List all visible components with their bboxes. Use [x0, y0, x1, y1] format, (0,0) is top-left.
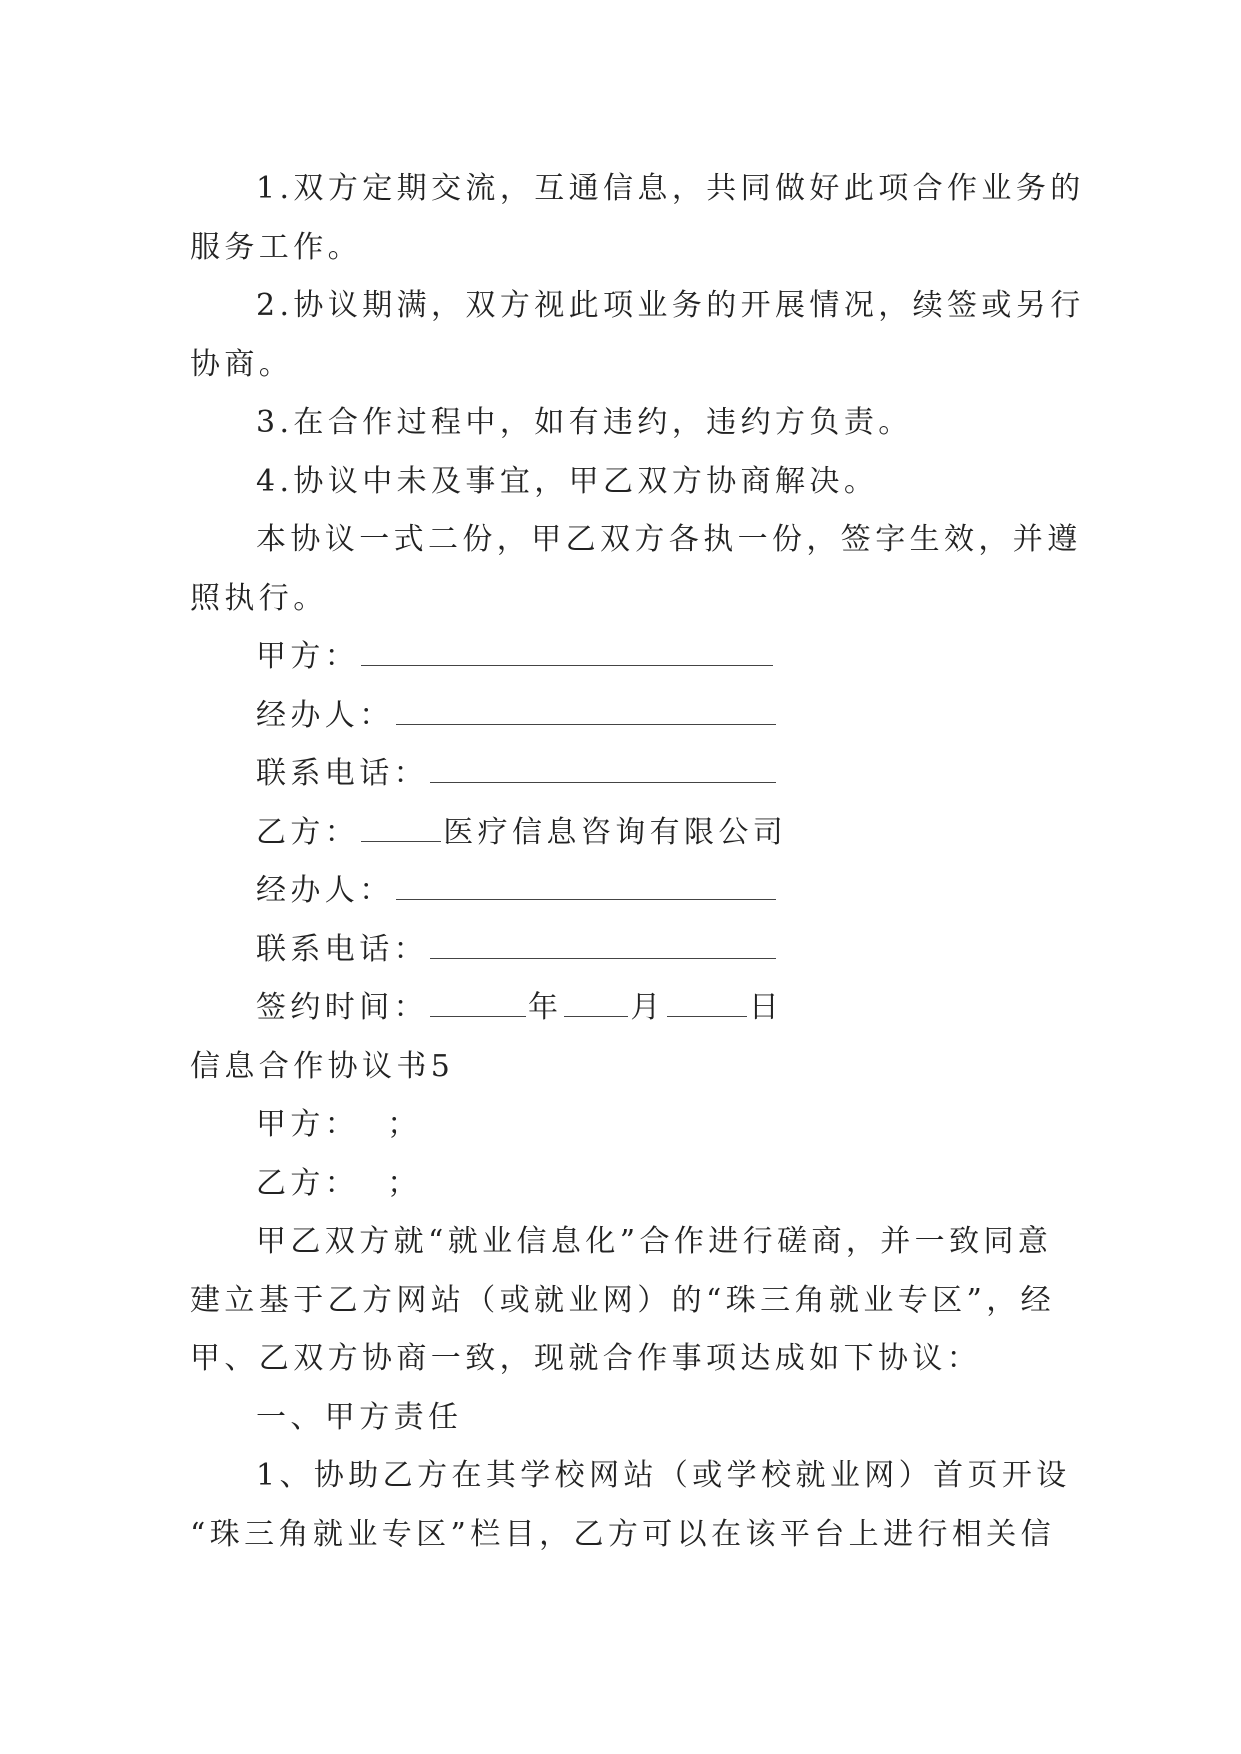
section-party-b-label: 乙方： [256, 1165, 360, 1201]
closing-line-2: 照执行。 [190, 580, 328, 616]
agent-a-row [190, 687, 1050, 746]
intro-line-3: 甲、乙双方协商一致，现就合作事项达成如下协议： [190, 1341, 982, 1376]
section-party-b-semicolon: ； [387, 1165, 422, 1201]
year-label: 年 [528, 990, 563, 1025]
intro-line-1: 甲乙双方就“就业信息化”合作进行磋商，并一致同意 [256, 1224, 1053, 1259]
agent-a-blank [396, 698, 776, 725]
section-party-a-label: 甲方： [256, 1107, 360, 1142]
party-b-blank [361, 815, 441, 842]
party-a-blank [361, 639, 773, 666]
clause-1-line-1: 1.双方定期交流，互通信息，共同做好此项合作业务的 [256, 171, 1085, 206]
phone-b-label: 联系电话： [256, 931, 428, 967]
closing-line-1: 本协议一式二份，甲乙双方各执一份，签字生效，并遵 [256, 522, 1082, 557]
phone-a-blank [430, 756, 776, 783]
year-blank [430, 990, 526, 1017]
section-party-a-semicolon: ； [387, 1107, 422, 1142]
agent-a-label: 经办人： [256, 697, 394, 733]
clause-4: 4.协议中未及事宜，甲乙双方协商解决。 [256, 463, 879, 499]
party-b-label: 乙方： [256, 814, 360, 850]
sign-date-label: 签约时间： [256, 990, 428, 1025]
phone-a-label: 联系电话： [256, 756, 428, 791]
sign-date-row [190, 979, 1050, 1038]
intro-line-2: 建立基于乙方网站（或就业网）的“珠三角就业专区”，经 [190, 1282, 1056, 1318]
agent-b-row [190, 862, 1050, 921]
phone-a-row [190, 745, 1050, 804]
heading-party-a-duties: 一、甲方责任 [256, 1399, 463, 1435]
party-a-row [190, 628, 1050, 687]
clause-3: 3.在合作过程中，如有违约，违约方负责。 [256, 405, 913, 440]
section-party-a-row [190, 1096, 1050, 1155]
clause-2-line-1: 2.协议期满，双方视此项业务的开展情况，续签或另行 [256, 288, 1085, 323]
phone-b-blank [430, 932, 776, 959]
section-title: 信息合作协议书5 [190, 1048, 455, 1084]
clause-1-line-2: 服务工作。 [190, 229, 362, 265]
month-label: 月 [630, 990, 665, 1025]
party-b-row [190, 804, 1050, 863]
day-label: 日 [748, 990, 784, 1025]
section-party-b-row [190, 1155, 1050, 1214]
party-b-company: 医疗信息咨询有限公司 [443, 814, 788, 850]
clause-2-line-2: 协商。 [190, 346, 294, 382]
day-blank [667, 990, 747, 1017]
month-blank [564, 990, 628, 1017]
document-body [190, 160, 1085, 1564]
agent-b-label: 经办人： [256, 873, 394, 908]
agent-b-blank [396, 873, 776, 900]
item-1-line-2: “珠三角就业专区”栏目，乙方可以在该平台上进行相关信 [190, 1516, 1056, 1552]
party-a-label: 甲方： [256, 639, 360, 674]
phone-b-row [190, 921, 1050, 980]
item-1-line-1: 1、协助乙方在其学校网站（或学校就业网）首页开设 [256, 1458, 1071, 1493]
